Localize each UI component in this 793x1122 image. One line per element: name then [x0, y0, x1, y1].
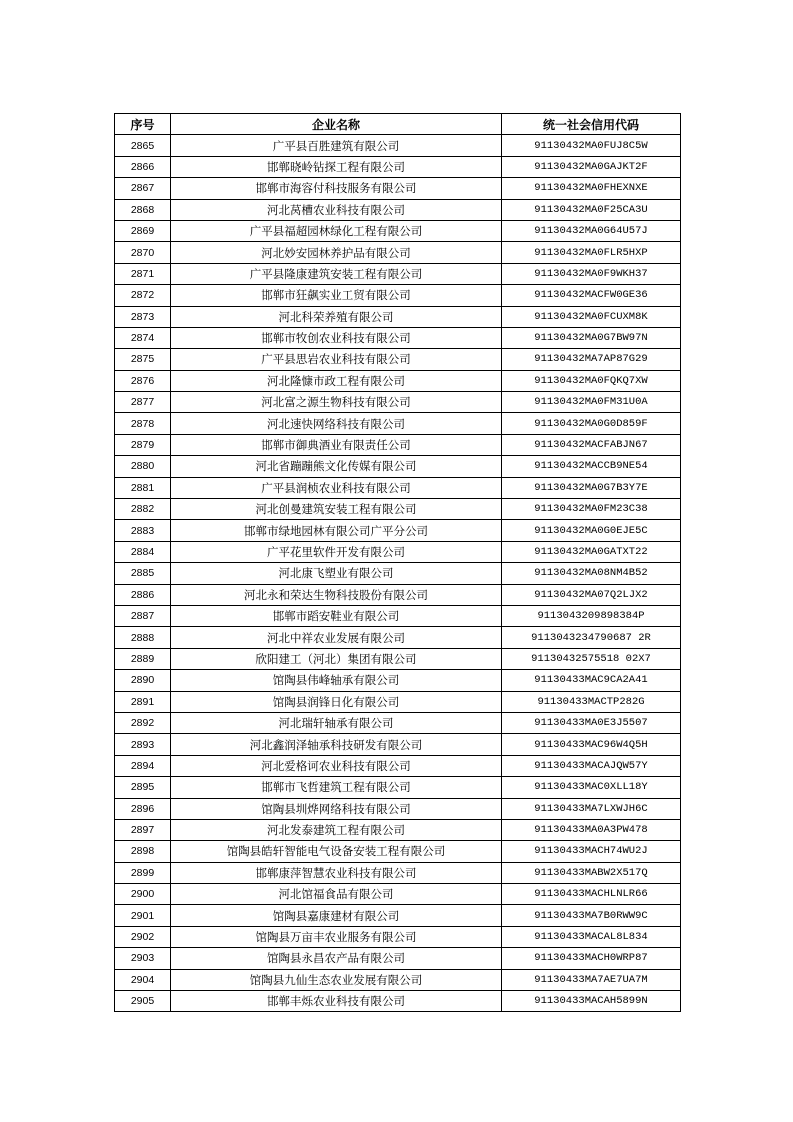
table-row [115, 242, 681, 263]
company-name: 河北瑞轩轴承有限公司 [171, 712, 502, 733]
credit-code: 9113043234790687 2R [502, 627, 681, 648]
row-index: 2880 [115, 456, 171, 477]
row-index: 2878 [115, 413, 171, 434]
table-row [115, 948, 681, 969]
table-row [115, 691, 681, 712]
credit-code: 91130433MABW2X517Q [502, 862, 681, 883]
credit-code: 91130432MA0FM31U0A [502, 392, 681, 413]
row-index: 2885 [115, 563, 171, 584]
company-name: 邯郸市飞哲建筑工程有限公司 [171, 777, 502, 798]
company-name: 馆陶县圳烨网络科技有限公司 [171, 798, 502, 819]
company-name: 邯郸市绿地园林有限公司广平分公司 [171, 520, 502, 541]
row-index: 2896 [115, 798, 171, 819]
company-name: 河北科荣养殖有限公司 [171, 306, 502, 327]
company-name: 欣阳建工（河北）集团有限公司 [171, 648, 502, 669]
credit-code: 91130432MA0GAJKT2F [502, 156, 681, 177]
row-index: 2894 [115, 755, 171, 776]
table-row [115, 156, 681, 177]
table-row [115, 135, 681, 156]
company-name: 邯郸市狂飙实业工贸有限公司 [171, 285, 502, 306]
company-name: 馆陶县万亩丰农业服务有限公司 [171, 926, 502, 947]
table-row [115, 220, 681, 241]
company-name: 邯郸康萍智慧农业科技有限公司 [171, 862, 502, 883]
credit-code: 91130433MACAH5899N [502, 991, 681, 1012]
table-row [115, 199, 681, 220]
credit-code: 91130433MA7AE7UA7M [502, 969, 681, 990]
row-index: 2890 [115, 670, 171, 691]
company-name: 河北馆福食品有限公司 [171, 884, 502, 905]
table-row [115, 627, 681, 648]
row-index: 2873 [115, 306, 171, 327]
company-name: 河北发泰建筑工程有限公司 [171, 819, 502, 840]
table-row [115, 798, 681, 819]
credit-code: 91130432MA0G0D859F [502, 413, 681, 434]
table-row [115, 349, 681, 370]
header-company-name: 企业名称 [171, 114, 502, 135]
credit-code: 91130432MA0FHEXNXE [502, 178, 681, 199]
credit-code: 91130433MAC9CA2A41 [502, 670, 681, 691]
table-row [115, 819, 681, 840]
table-row [115, 477, 681, 498]
company-name: 河北省蹦蹦熊文化传媒有限公司 [171, 456, 502, 477]
company-name: 河北爱格诃农业科技有限公司 [171, 755, 502, 776]
row-index: 2868 [115, 199, 171, 220]
credit-code: 91130432MA0FLR5HXP [502, 242, 681, 263]
row-index: 2892 [115, 712, 171, 733]
row-index: 2884 [115, 541, 171, 562]
table-row [115, 734, 681, 755]
row-index: 2887 [115, 605, 171, 626]
company-name: 河北莴槽农业科技有限公司 [171, 199, 502, 220]
credit-code: 91130433MACAJQW57Y [502, 755, 681, 776]
table-row [115, 327, 681, 348]
row-index: 2891 [115, 691, 171, 712]
company-name: 广平花里软件开发有限公司 [171, 541, 502, 562]
table-row [115, 413, 681, 434]
row-index: 2900 [115, 884, 171, 905]
table-row [115, 392, 681, 413]
table-row [115, 905, 681, 926]
credit-code: 91130432MACCB9NE54 [502, 456, 681, 477]
credit-code: 91130433MAC96W4Q5H [502, 734, 681, 755]
row-index: 2893 [115, 734, 171, 755]
company-name: 邯郸市海容付科技服务有限公司 [171, 178, 502, 199]
table-row [115, 755, 681, 776]
company-name: 河北富之源生物科技有限公司 [171, 392, 502, 413]
row-index: 2903 [115, 948, 171, 969]
row-index: 2888 [115, 627, 171, 648]
table-row [115, 520, 681, 541]
row-index: 2876 [115, 370, 171, 391]
credit-code: 91130432MA0FM23C38 [502, 499, 681, 520]
company-name: 广平县百胜建筑有限公司 [171, 135, 502, 156]
company-name: 广平县润桢农业科技有限公司 [171, 477, 502, 498]
row-index: 2875 [115, 349, 171, 370]
row-index: 2871 [115, 263, 171, 284]
table-row [115, 605, 681, 626]
table-row [115, 584, 681, 605]
row-index: 2897 [115, 819, 171, 840]
table-row [115, 370, 681, 391]
company-name: 广平县福超园林绿化工程有限公司 [171, 220, 502, 241]
credit-code: 91130433MA0E3J5507 [502, 712, 681, 733]
credit-code: 91130432MA0FUJ8C5W [502, 135, 681, 156]
table-row [115, 884, 681, 905]
company-name: 河北中祥农业发展有限公司 [171, 627, 502, 648]
credit-code: 91130433MACH0WRP87 [502, 948, 681, 969]
row-index: 2870 [115, 242, 171, 263]
table-row [115, 712, 681, 733]
row-index: 2902 [115, 926, 171, 947]
company-name: 广平县思岩农业科技有限公司 [171, 349, 502, 370]
company-name: 河北创曼建筑安装工程有限公司 [171, 499, 502, 520]
credit-code: 91130432MACFABJN67 [502, 434, 681, 455]
row-index: 2882 [115, 499, 171, 520]
company-name: 河北鑫润泽轴承科技研发有限公司 [171, 734, 502, 755]
credit-code: 91130433MA7LXWJH6C [502, 798, 681, 819]
header-index: 序号 [115, 114, 171, 135]
company-name: 邯郸市牧创农业科技有限公司 [171, 327, 502, 348]
credit-code: 9113043209898384P [502, 605, 681, 626]
row-index: 2866 [115, 156, 171, 177]
table-row [115, 434, 681, 455]
row-index: 2905 [115, 991, 171, 1012]
row-index: 2895 [115, 777, 171, 798]
header-credit-code: 统一社会信用代码 [502, 114, 681, 135]
table-row [115, 499, 681, 520]
company-name: 广平县隆康建筑安装工程有限公司 [171, 263, 502, 284]
table-row [115, 263, 681, 284]
credit-code: 91130432MA07Q2LJX2 [502, 584, 681, 605]
table-row [115, 306, 681, 327]
credit-code: 91130432MA0G0EJE5C [502, 520, 681, 541]
row-index: 2867 [115, 178, 171, 199]
table-header-row [115, 114, 681, 135]
row-index: 2865 [115, 135, 171, 156]
table-row [115, 777, 681, 798]
table-row [115, 285, 681, 306]
company-name: 馆陶县九仙生态农业发展有限公司 [171, 969, 502, 990]
credit-code: 91130432MA0G7BW97N [502, 327, 681, 348]
company-name: 河北康飞塑业有限公司 [171, 563, 502, 584]
credit-code: 91130432MA0G64U57J [502, 220, 681, 241]
credit-code: 91130432MA0GATXT22 [502, 541, 681, 562]
row-index: 2886 [115, 584, 171, 605]
table-row [115, 670, 681, 691]
company-name: 河北妙安园林养护品有限公司 [171, 242, 502, 263]
credit-code: 91130433MAC0XLL18Y [502, 777, 681, 798]
row-index: 2899 [115, 862, 171, 883]
row-index: 2889 [115, 648, 171, 669]
credit-code: 91130433MA7B0RWW9C [502, 905, 681, 926]
company-name: 馆陶县润锋日化有限公司 [171, 691, 502, 712]
table-row [115, 178, 681, 199]
credit-code: 91130432MA0FCUXM8K [502, 306, 681, 327]
credit-code: 91130433MACH74WU2J [502, 841, 681, 862]
row-index: 2904 [115, 969, 171, 990]
credit-code: 91130433MA0A3PW478 [502, 819, 681, 840]
table-row [115, 456, 681, 477]
credit-code: 91130433MACTP282G [502, 691, 681, 712]
credit-code: 91130432MA0F25CA3U [502, 199, 681, 220]
credit-code: 91130432MACFW0GE36 [502, 285, 681, 306]
row-index: 2872 [115, 285, 171, 306]
table-row [115, 926, 681, 947]
row-index: 2881 [115, 477, 171, 498]
company-name: 馆陶县伟峰轴承有限公司 [171, 670, 502, 691]
company-name: 邯郸晓岭钻探工程有限公司 [171, 156, 502, 177]
credit-code: 91130432MA0FQKQ7XW [502, 370, 681, 391]
company-name: 邯郸市御典酒业有限责任公司 [171, 434, 502, 455]
table-row [115, 841, 681, 862]
company-name: 邯郸丰烁农业科技有限公司 [171, 991, 502, 1012]
credit-code: 91130432MA08NM4B52 [502, 563, 681, 584]
row-index: 2898 [115, 841, 171, 862]
credit-code: 91130433MACAL8L834 [502, 926, 681, 947]
company-name: 馆陶县皓轩智能电气设备安装工程有限公司 [171, 841, 502, 862]
credit-code: 91130433MACHLNLR66 [502, 884, 681, 905]
table-row [115, 648, 681, 669]
company-name: 河北隆慷市政工程有限公司 [171, 370, 502, 391]
table-row [115, 991, 681, 1012]
table-row [115, 969, 681, 990]
table-row [115, 862, 681, 883]
row-index: 2901 [115, 905, 171, 926]
company-name: 邯郸市蹈安鞋业有限公司 [171, 605, 502, 626]
company-table [114, 113, 681, 1012]
company-name: 河北永和荣达生物科技股份有限公司 [171, 584, 502, 605]
table-row [115, 563, 681, 584]
row-index: 2869 [115, 220, 171, 241]
table-row [115, 541, 681, 562]
company-name: 河北速快网络科技有限公司 [171, 413, 502, 434]
credit-code: 91130432MA0F9WKH37 [502, 263, 681, 284]
row-index: 2877 [115, 392, 171, 413]
company-name: 馆陶县永昌农产品有限公司 [171, 948, 502, 969]
credit-code: 91130432MA7AP87G29 [502, 349, 681, 370]
row-index: 2874 [115, 327, 171, 348]
company-name: 馆陶县嘉康建材有限公司 [171, 905, 502, 926]
credit-code: 91130432575518 02X7 [502, 648, 681, 669]
credit-code: 91130432MA0G7B3Y7E [502, 477, 681, 498]
row-index: 2883 [115, 520, 171, 541]
row-index: 2879 [115, 434, 171, 455]
